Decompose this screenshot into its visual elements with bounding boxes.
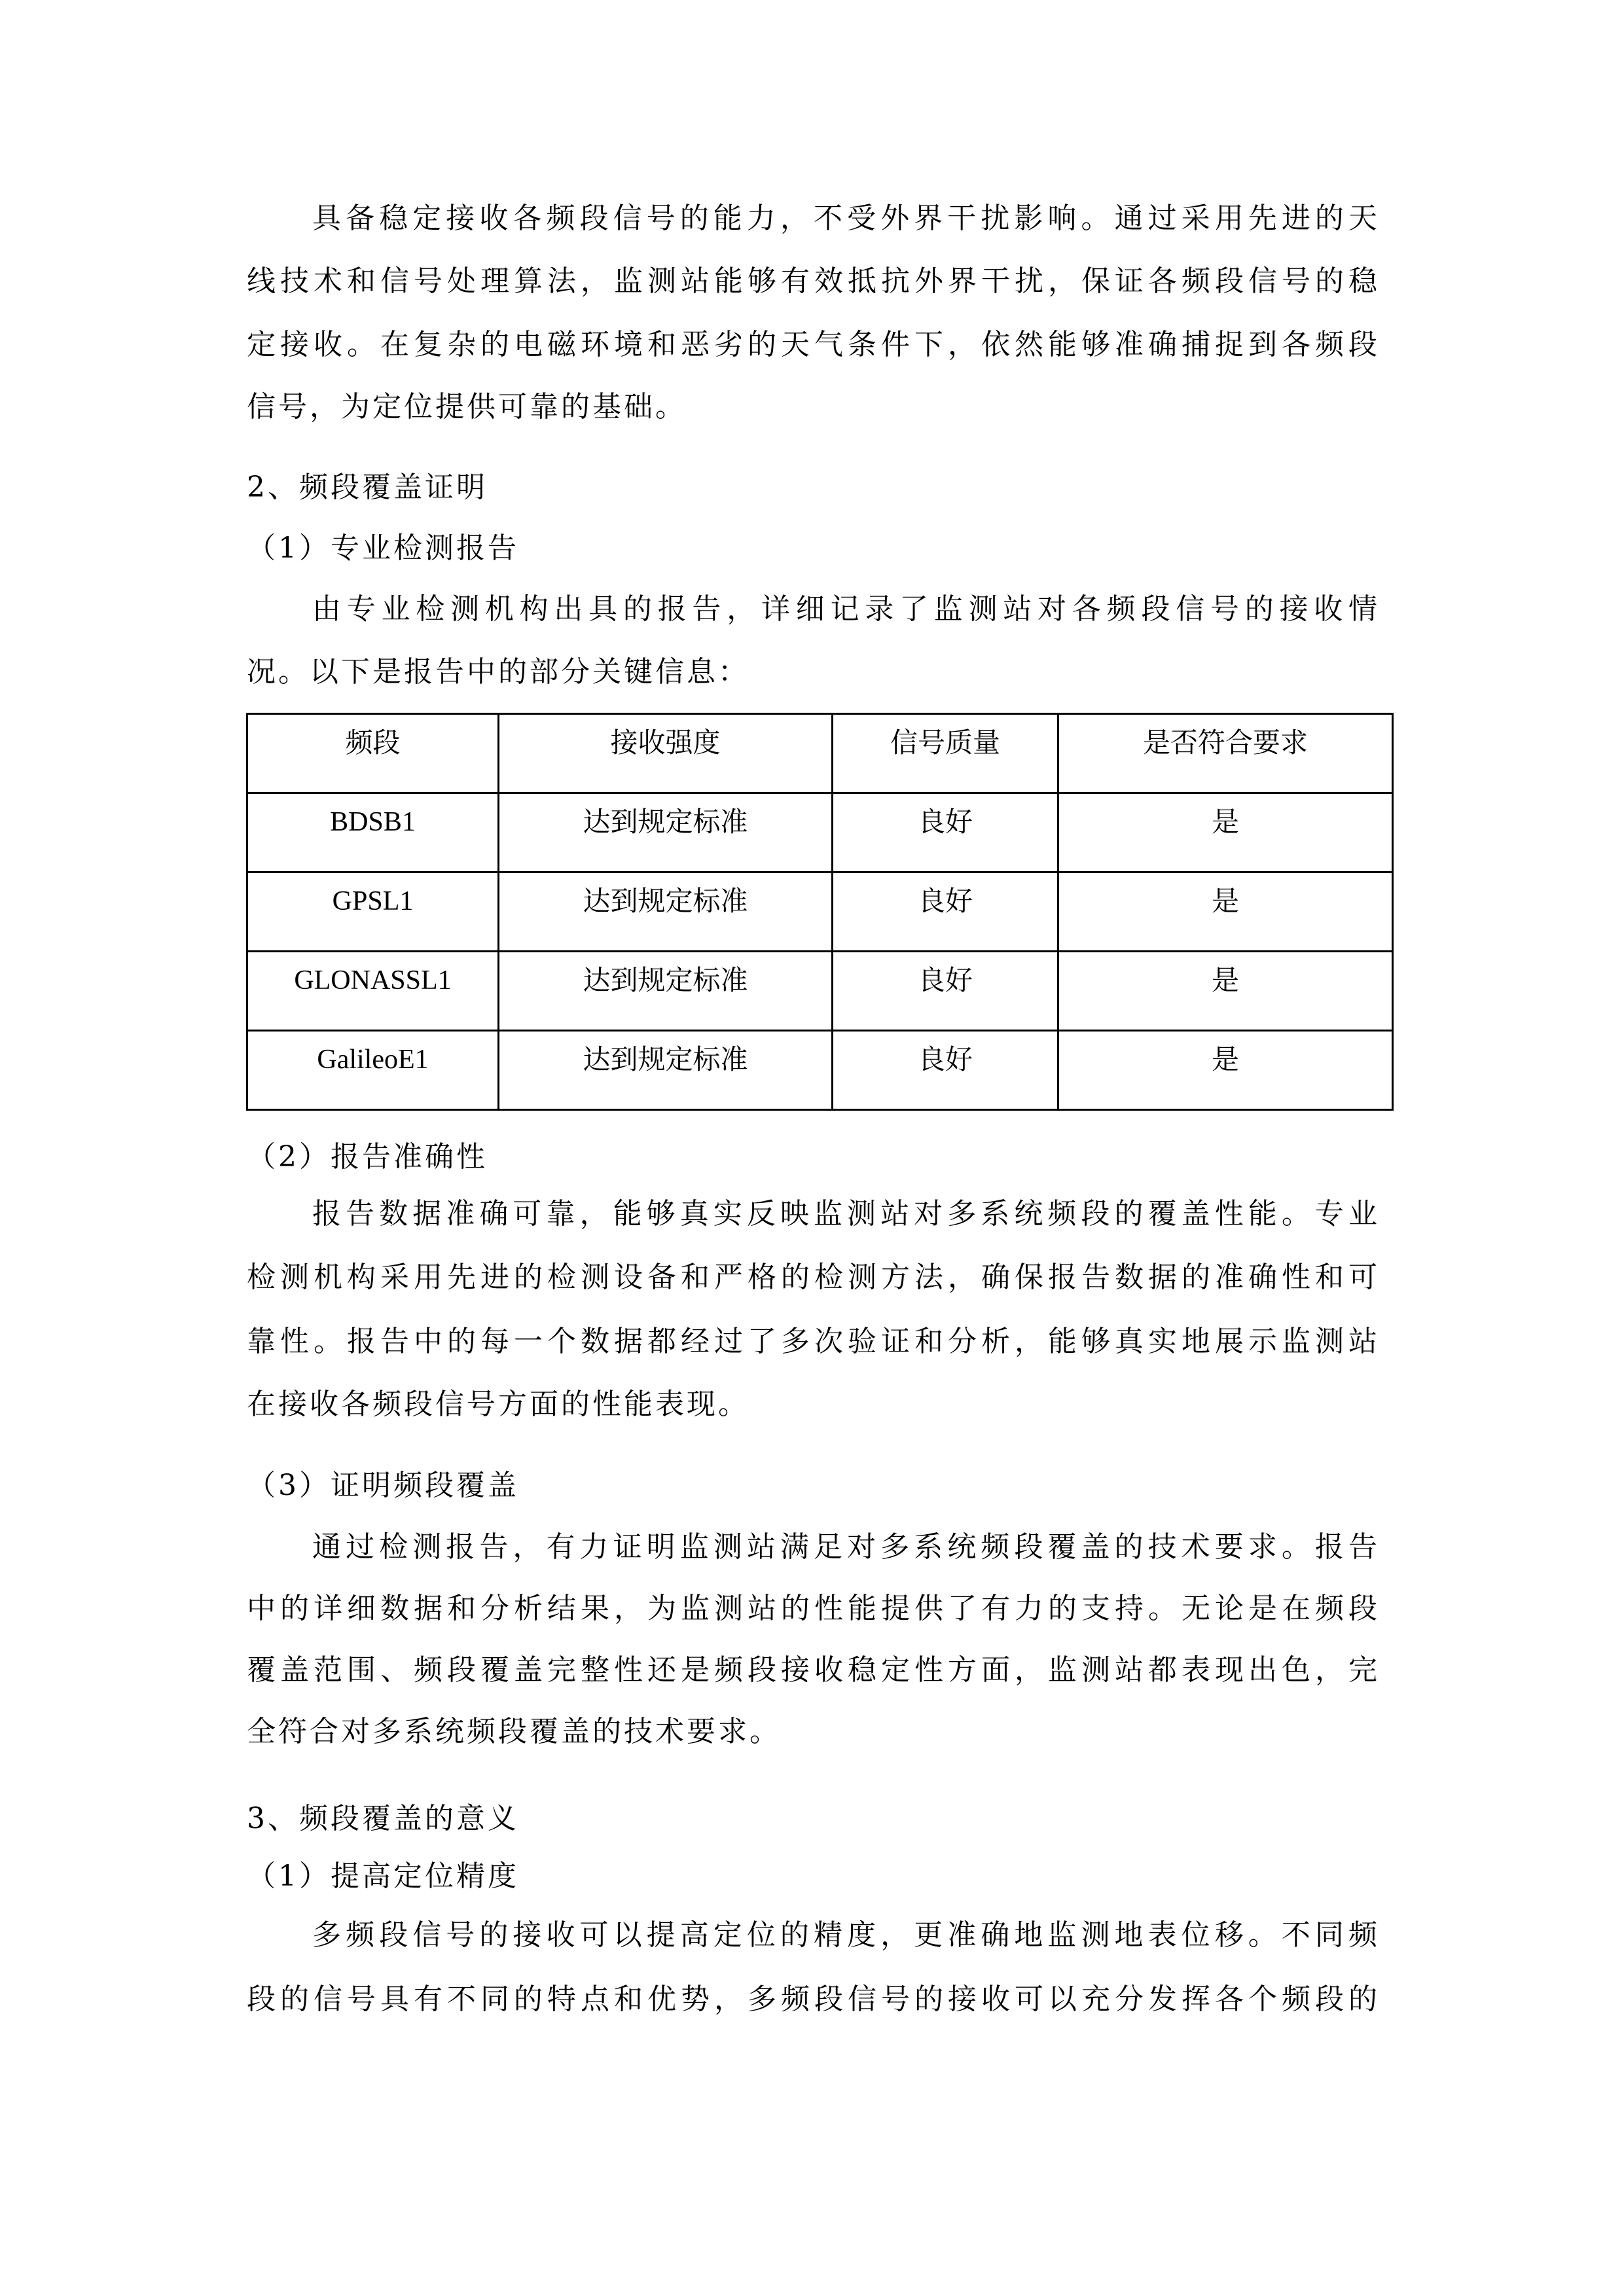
paragraph-line: 在接收各频段信号方面的性能表现。 xyxy=(247,1388,749,1421)
paragraph-line: 段的信号具有不同的特点和优势，多频段信号的接收可以充分发挥各个频段的 xyxy=(247,1982,1377,2016)
table-row xyxy=(247,952,1393,1031)
cell-reception-strength: 达到规定标准 xyxy=(499,1031,833,1110)
header-cell-signal-quality: 信号质量 xyxy=(833,714,1058,793)
paragraph-line: 全符合对多系统频段覆盖的技术要求。 xyxy=(247,1715,781,1748)
subheading-report-accuracy: （2）报告准确性 xyxy=(247,1140,488,1174)
paragraph-line: 具备稳定接收各频段信号的能力，不受外界干扰影响。通过采用先进的天 xyxy=(312,202,1377,235)
cell-reception-strength: 达到规定标准 xyxy=(499,872,833,952)
paragraph-line: 线技术和信号处理算法，监测站能够有效抵抗外界干扰，保证各频段信号的稳 xyxy=(247,264,1377,298)
header-cell-band: 频段 xyxy=(247,714,499,793)
section-heading-band-coverage-proof: 2、频段覆盖证明 xyxy=(247,471,488,504)
cell-signal-quality: 良好 xyxy=(833,952,1058,1031)
section-heading-coverage-significance: 3、频段覆盖的意义 xyxy=(247,1802,519,1835)
cell-meets-requirements: 是 xyxy=(1058,952,1393,1031)
paragraph-line: 中的详细数据和分析结果，为监测站的性能提供了有力的支持。无论是在频段 xyxy=(247,1592,1377,1625)
cell-band: BDSB1 xyxy=(247,793,499,872)
paragraph-line: 定接收。在复杂的电磁环境和恶劣的天气条件下，依然能够准确捕捉到各频段 xyxy=(247,328,1377,361)
cell-meets-requirements: 是 xyxy=(1058,872,1393,952)
table-header-row xyxy=(247,714,1393,793)
table-row xyxy=(247,872,1393,952)
cell-signal-quality: 良好 xyxy=(833,793,1058,872)
subheading-improve-positioning-accuracy: （1）提高定位精度 xyxy=(247,1859,519,1893)
cell-meets-requirements: 是 xyxy=(1058,793,1393,872)
table-row xyxy=(247,1031,1393,1110)
paragraph-line: 信号，为定位提供可靠的基础。 xyxy=(247,390,687,423)
paragraph-line: 检测机构采用先进的检测设备和严格的检测方法，确保报告数据的准确性和可 xyxy=(247,1261,1377,1294)
cell-signal-quality: 良好 xyxy=(833,1031,1058,1110)
cell-band: GPSL1 xyxy=(247,872,499,952)
cell-reception-strength: 达到规定标准 xyxy=(499,793,833,872)
paragraph-line: 覆盖范围、频段覆盖完整性还是频段接收稳定性方面，监测站都表现出色，完 xyxy=(247,1653,1377,1687)
cell-band: GLONASSL1 xyxy=(247,952,499,1031)
subheading-prove-band-coverage: （3）证明频段覆盖 xyxy=(247,1469,519,1502)
band-test-results-table xyxy=(246,713,1394,1111)
cell-reception-strength: 达到规定标准 xyxy=(499,952,833,1031)
cell-band: GalileoE1 xyxy=(247,1031,499,1110)
subheading-professional-test-report: （1）专业检测报告 xyxy=(247,531,519,565)
table-row xyxy=(247,793,1393,872)
paragraph-line: 由专业检测机构出具的报告，详细记录了监测站对各频段信号的接收情 xyxy=(312,592,1377,626)
paragraph-line: 靠性。报告中的每一个数据都经过了多次验证和分析，能够真实地展示监测站 xyxy=(247,1325,1377,1358)
paragraph-line: 通过检测报告，有力证明监测站满足对多系统频段覆盖的技术要求。报告 xyxy=(312,1530,1377,1564)
paragraph-line: 况。以下是报告中的部分关键信息： xyxy=(247,655,749,689)
cell-meets-requirements: 是 xyxy=(1058,1031,1393,1110)
paragraph-line: 多频段信号的接收可以提高定位的精度，更准确地监测地表位移。不同频 xyxy=(312,1918,1377,1952)
paragraph-line: 报告数据准确可靠，能够真实反映监测站对多系统频段的覆盖性能。专业 xyxy=(312,1197,1377,1230)
header-cell-meets-requirements: 是否符合要求 xyxy=(1058,714,1393,793)
header-cell-reception-strength: 接收强度 xyxy=(499,714,833,793)
cell-signal-quality: 良好 xyxy=(833,872,1058,952)
